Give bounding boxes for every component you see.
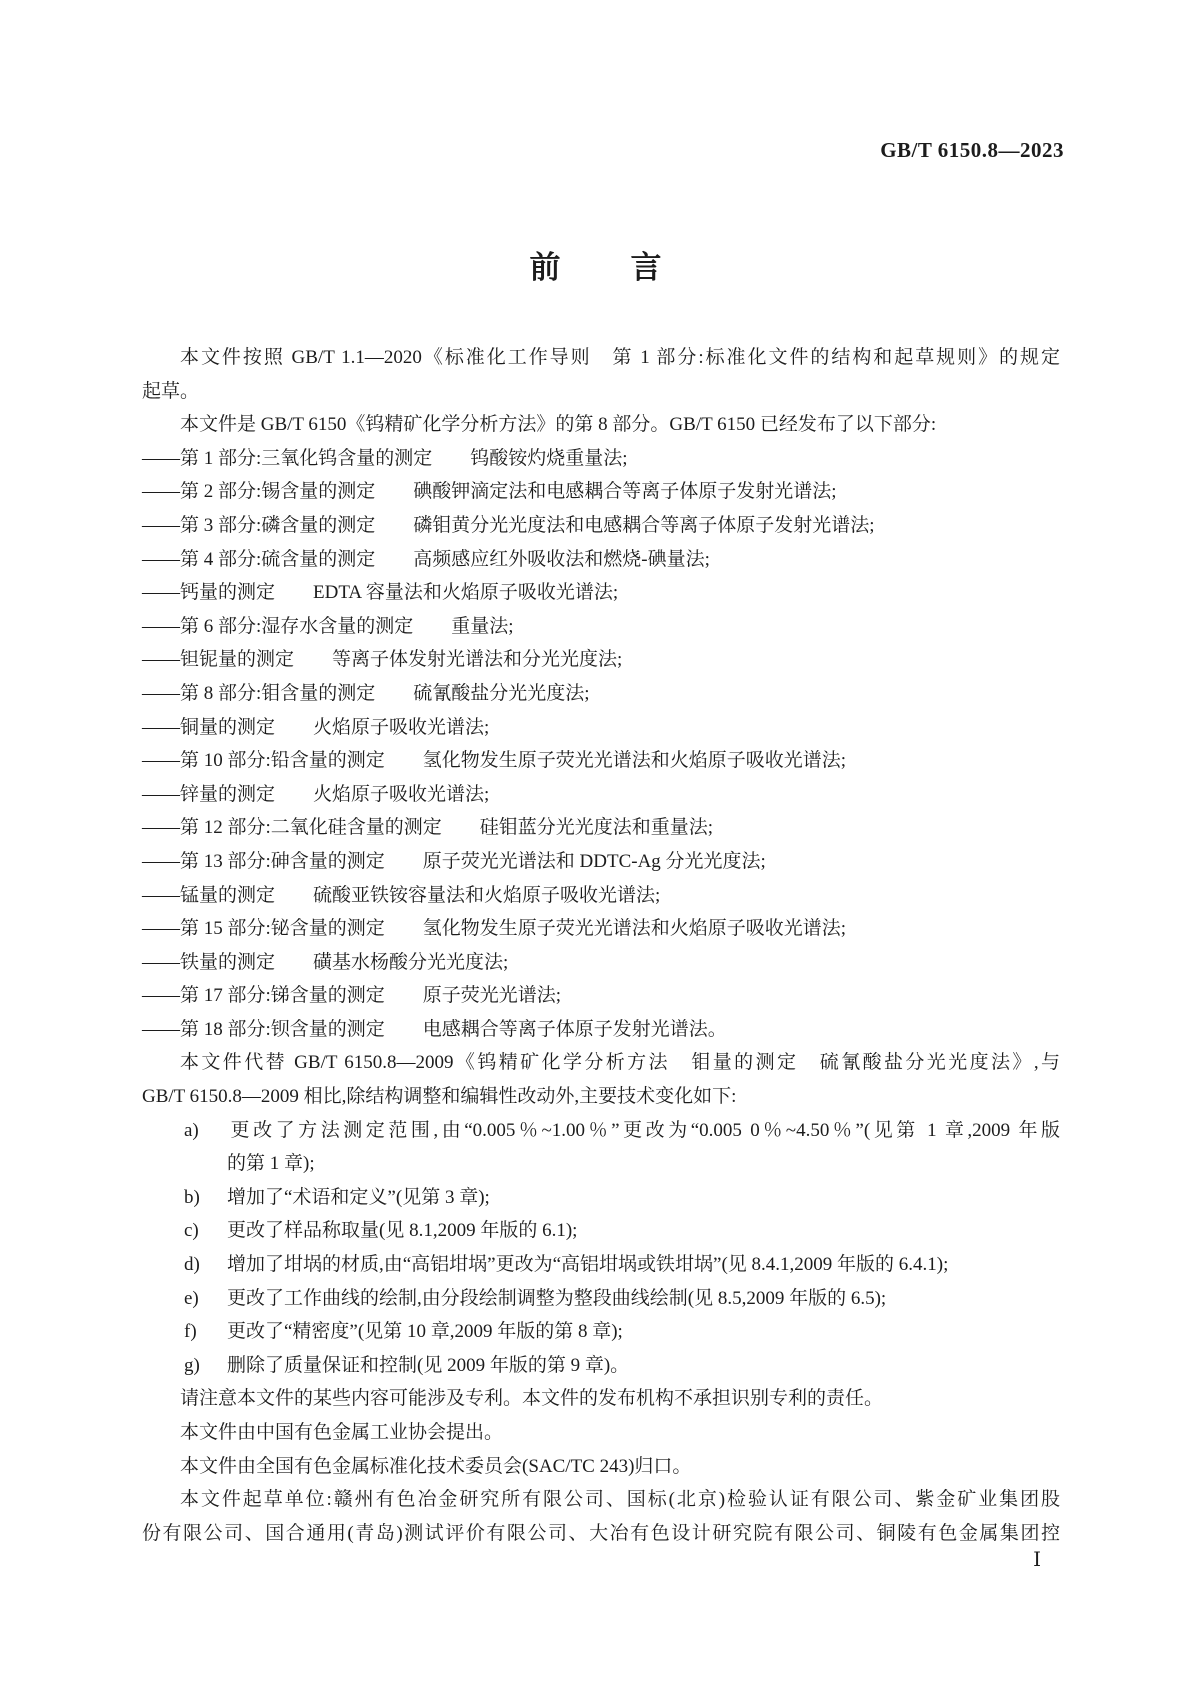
text-line: ——第 4 部分:硫含量的测定 高频感应红外吸收法和燃烧-碘量法; xyxy=(142,548,710,570)
text-line: GB/T 6150.8—2009 相比,除结构调整和编辑性改动外,主要技术变化如下: xyxy=(142,1086,737,1108)
text-line: ——钽铌量的测定 等离子体发射光谱法和分光光度法; xyxy=(142,649,623,671)
text-line xyxy=(142,1349,1060,1383)
list-item-label: b) xyxy=(184,1186,200,1208)
text-line: 本文件按照 GB/T 1.1—2020《标准化工作导则 第 1 部分:标准化文件的结构和起草规则》的规定 xyxy=(180,347,1060,368)
text-line: ——第 8 部分:钼含量的测定 硫氰酸盐分光光度法; xyxy=(142,682,590,704)
text-line xyxy=(142,1315,1060,1349)
list-item-label: g) xyxy=(184,1354,200,1376)
page-title-char-left: 前 xyxy=(529,250,561,285)
text-line: ——铜量的测定 火焰原子吸收光谱法; xyxy=(142,716,490,738)
text-line: ——钙量的测定 EDTA 容量法和火焰原子吸收光谱法; xyxy=(142,582,619,604)
text-line: 本文件由中国有色金属工业协会提出。 xyxy=(180,1422,504,1443)
page-title xyxy=(0,242,1191,287)
text-line: 份有限公司、国合通用(青岛)测试评价有限公司、大冶有色设计研究院有限公司、铜陵有色金属集团控 xyxy=(142,1522,1060,1544)
list-item-text: 增加了坩埚的材质,由“高铝坩埚”更改为“高铝坩埚或铁坩埚”(见 8.4.1,2009 年版的 6.4.1); xyxy=(227,1254,949,1276)
list-item-text: 更改了方法测定范围,由“0.005％~1.00％”更改为“0.005 0％~4.50％”(见第 1 章,2009 年版 xyxy=(227,1119,1060,1141)
list-item-label: e) xyxy=(184,1287,199,1309)
list-item-text: 增加了“术语和定义”(见第 3 章); xyxy=(227,1186,490,1208)
text-line: 起草。 xyxy=(142,380,200,402)
text-line xyxy=(142,1282,1060,1316)
text-line xyxy=(142,1114,1060,1148)
page-number: Ⅰ xyxy=(1033,1549,1041,1571)
text-line: ——第 12 部分:二氧化硅含量的测定 硅钼蓝分光光度法和重量法; xyxy=(142,817,714,839)
text-line: ——第 18 部分:钡含量的测定 电感耦合等离子体原子发射光谱法。 xyxy=(142,1018,727,1040)
text-line: ——第 17 部分:锑含量的测定 原子荧光光谱法; xyxy=(142,985,562,1007)
text-line: 本文件起草单位:赣州有色冶金研究所有限公司、国标(北京)检验认证有限公司、紫金矿业集团股 xyxy=(180,1489,1060,1511)
document-number-header: GB/T 6150.8—2023 xyxy=(880,138,1064,162)
text-line: 的第 1 章); xyxy=(227,1153,315,1175)
text-line: ——第 15 部分:铋含量的测定 氢化物发生原子荧光光谱法和火焰原子吸收光谱法; xyxy=(142,918,847,940)
list-item-label: f) xyxy=(184,1321,197,1343)
text-line: ——铁量的测定 磺基水杨酸分光光度法; xyxy=(142,951,509,973)
text-line: ——第 2 部分:锡含量的测定 碘酸钾滴定法和电感耦合等离子体原子发射光谱法; xyxy=(142,481,837,503)
page-title-char-right: 言 xyxy=(630,250,662,285)
list-item-label: a) xyxy=(184,1119,199,1141)
text-line: ——第 3 部分:磷含量的测定 磷钼黄分光光度法和电感耦合等离子体原子发射光谱法; xyxy=(142,514,875,536)
list-item-label: d) xyxy=(184,1254,200,1276)
text-line: ——第 13 部分:砷含量的测定 原子荧光光谱法和 DDTC-Ag 分光光度法; xyxy=(142,850,766,872)
text-line: 请注意本文件的某些内容可能涉及专利。本文件的发布机构不承担识别专利的责任。 xyxy=(180,1388,884,1410)
text-line: ——第 6 部分:湿存水含量的测定 重量法; xyxy=(142,615,514,637)
text-line xyxy=(142,1181,1060,1215)
text-line: ——锌量的测定 火焰原子吸收光谱法; xyxy=(142,783,490,805)
text-line: ——第 10 部分:铅含量的测定 氢化物发生原子荧光光谱法和火焰原子吸收光谱法; xyxy=(142,750,847,772)
text-line: 本文件是 GB/T 6150《钨精矿化学分析方法》的第 8 部分。GB/T 6150 已经发布了以下部分: xyxy=(180,414,937,436)
foreword-lines xyxy=(142,341,1060,1550)
list-item-text: 更改了“精密度”(见第 10 章,2009 年版的第 8 章); xyxy=(227,1321,623,1343)
text-line: ——第 1 部分:三氧化钨含量的测定 钨酸铵灼烧重量法; xyxy=(142,447,628,469)
text-line: 本文件由全国有色金属标准化技术委员会(SAC/TC 243)归口。 xyxy=(180,1455,692,1477)
text-line: 本文件代替 GB/T 6150.8—2009《钨精矿化学分析方法 钼量的测定 硫氰酸盐分光光度法》,与 xyxy=(180,1052,1060,1074)
text-line xyxy=(142,1248,1060,1282)
list-item-text: 更改了样品称取量(见 8.1,2009 年版的 6.1); xyxy=(227,1220,578,1242)
list-item-text: 删除了质量保证和控制(见 2009 年版的第 9 章)。 xyxy=(227,1354,630,1376)
list-item-label: c) xyxy=(184,1220,199,1242)
list-item-text: 更改了工作曲线的绘制,由分段绘制调整为整段曲线绘制(见 8.5,2009 年版的 6.5); xyxy=(227,1287,887,1309)
text-line: ——锰量的测定 硫酸亚铁铵容量法和火焰原子吸收光谱法; xyxy=(142,884,661,906)
text-line xyxy=(142,1214,1060,1248)
